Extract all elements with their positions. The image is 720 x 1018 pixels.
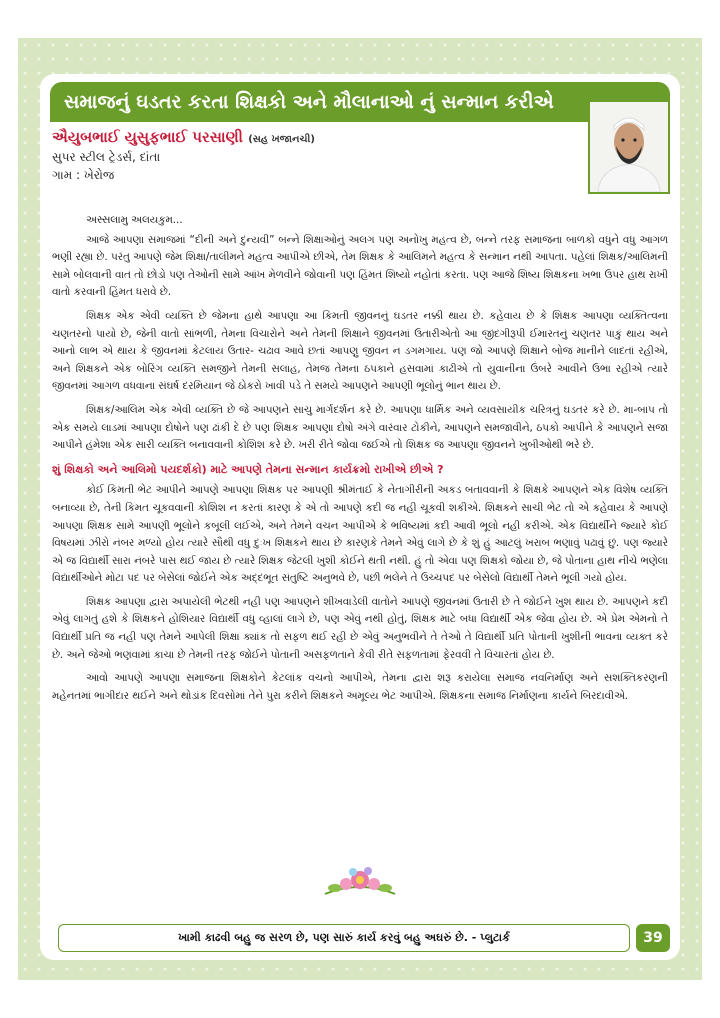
author-village: ગામ : ખેરોજ: [52, 168, 115, 182]
paragraph: શિક્ષક એક એવી વ્યક્તિ છે જેમના હાથે આપણા આ કિમતી જીવનનું ઘડતર નક્કી થાય છે. કહેવાય છે કે શિક્ષક આપણા વ્યક્તિત્વના ચણતરનો પાયો છે, જેની વાતો સાંભળી, તેમના વિચારોને અને તેમની શિક્ષાને જીવનમાં ઉતારીએતો આ જીંદગીરૂપી ઈમારતનું ચણતર પાકું થાય અને આનો લાભ એ થાય કે જીવનમાં કેટલાય ઉતાર- ચઢાવ આવે છતાં આપણુ જીવન ન ડગમગાય. પણ જો આપણે શિક્ષાને બોજ માનીને લાદતાં રહીએ, અને શિક્ષકને એક બોરિંગ વ્યક્તિ સમજીને તેમની સલાહ, તેમજ તેમના ઠપકાને હસવામાં કાઢીએ તો યુવાનીના ઉંબરે આવીને ઉભા રહીએ ત્યારે જીવનમાં આગળ વધવાના સંઘર્ષ દરમિયાન જે ઠોકરો ખાવી પડે તે સમયે આપણને આપણી ભૂલોનું ભાન થાય છે.: [52, 309, 668, 393]
paragraph: આવો આપણે આપણા સમાજના શિક્ષકોને કેટલાંક વચનો આપીએ, તેમના દ્વારા શરૂ કરાયેલા સમાજ નવનિર્માણ અને સશક્તિકરણની મહેનતમાં ભાગીદાર થઈને અને થોડાંક દિવસોમાં તેને પુરા કરીને શિક્ષકને અમૂલ્ય ભેટ આપીએ. શિક્ષકના સમાજ નિર્માણના કાર્યને બિરદાવીએ.: [52, 672, 668, 702]
author-role: (સહ ખજાનચી): [248, 134, 315, 145]
author-name: [52, 128, 315, 146]
subheading: શું શિક્ષકો અને આલિમો પયદર્શકો) માટે આપણે તેમના સન્માન કાર્યક્રમો રાખીએ છીએ ?: [52, 462, 444, 476]
author-photo: [588, 100, 670, 194]
page-number: 39: [636, 924, 670, 952]
paragraph: કોઈ કિમતી ભેટ આપીને આપણે આપણા શિક્ષક પર આપણી શ્રીમંતાઈ કે નેતાગીરીની અકડ બતાવવાની કે શિક્ષકે આપણને એક વિશેષ વ્યક્તિ બનાવ્યા છે, તેની કિમત ચૂકવવાની કોશિશ ન કરતાં કારણ કે એ તો આપણે કદી જ નહી ચૂકવી શકીએ. શિક્ષકને સાચી ભેટ તો એ કહેવાય કે આપણે આપણા શિક્ષક સામે આપણી ભૂલોને કબૂલી લઈએ, અને તેમને વચન આપીએ કે ભવિષ્યમાં કદી આવી ભૂલો નહી કરીએ. એક વિદ્યાર્થીને જ્યારે કોઈ વિષયમાં ઝીરો નંબર મળ્યો હોય ત્યારે સૌથી વધુ દુઃખ શિક્ષકને થાય છે કારણકે તેમને એવું લાગે છે કે શું હું આટલું ખરાબ ભણાવું પઢાવું છું. પણ જ્યારે એ જ વિદ્યાર્થી સારા નંબરે પાસ થઈ જાય છે ત્યારે શિક્ષક જેટલી ખુશી કોઈને થતી નથી. હું તો એવા પણ શિક્ષકો જોયા છે, જે પોતાના હાથ નીચે ભણેલા વિદ્યાર્થીઓને મોટા પદ પર બેસેલાં જોઈને એક અદ્દભૂત સંતુષ્ટિ અનુભવે છે, પછી ભલેને તે ઉચ્ચપદ પર બેસેલો વિદ્યાર્થી તેમને ભૂલી ગયો હોય.: [52, 484, 668, 585]
paragraph: શિક્ષક/આલિમ એક એવી વ્યક્તિ છે જે આપણને સાચુ માર્ગદર્શન કરે છે. આપણા ધાર્મિક અને વ્યવસાયીક ચરિત્રનું ઘડતર કરે છે. મા-બાપ તો એક સમયે લાડમાં આપણા દોષોને પણ ઢાંકી દે છે પણ શિક્ષક આપણા દોષો અંગે વારંવાર ટોકીને, આપણને સમજાવીને, ઠપકો આપીને કે આપણને સજા આપીને હંમેશા એક સારી વ્યક્તિ બનાવવાની કોશિશ કરે છે. ખરી રીતે જોવા જઈએ તો શિક્ષક જ આપણા જીવનને ખુબીઓથી ભરે છે.: [52, 403, 668, 452]
article-title: સમાજનું ઘડતર કરતા શિક્ષકો અને મૌલાનાઓ નું સન્માન કરીએ: [50, 82, 670, 122]
footer-quote: ખામી કાઢવી બહુ જ સરળ છે, પણ સારું કાર્ય કરવું બહુ અઘરું છે. - પ્લુટાર્ક: [58, 924, 630, 952]
flower-icon: [315, 862, 405, 902]
article-body: [52, 212, 668, 711]
greeting: અસ્સલામુ અલયકુમ...: [86, 214, 183, 226]
paragraph: આજે આપણા સમાજમાં “દીની અને દુન્યવી” બન્ને શિક્ષાઓનું અલગ પણ અનોખુ મહત્વ છે, બન્ને તરફ સમાજના બાળકો વધુને વધુ આગળ ભણી રહ્યા છે. પરંતુ આપણે જેમ શિક્ષા/તાલીમને મહત્વ આપીએ છીએ, તેમ શિક્ષક કે આલિમને મહત્વ કે સન્માન નથી આપતા. પહેલાં શિક્ષક/આલિમની સામે બોલવાની વાત તો છોડો પણ તેઓની સામે આંખ મેળવીને જોવાની પણ હિંમત શિષ્યો નહોતાં કરતા. પણ આજે શિષ્ય શિક્ષકના ખભા ઉપર હાથ રાખી વાતો કરવાની હિંમત ધરાવે છે.: [52, 233, 668, 299]
paragraph: શિક્ષક આપણા દ્વારા અપાયેલી ભેટથી નહી પણ આપણને શીખવાડેલી વાતોને આપણે જીવનમાં ઉતારી છે તે જોઈને ખુશ થાય છે. આપણને કદી એવું લાગતું હશે કે શિક્ષકને હોશિયાર વિદ્યાર્થી વધુ વ્હાલાં લાગે છે, પણ એવું નથી હોતું, શિક્ષક માટે બધા વિદ્યાર્થી એક જેવા હોય છે. એ પ્રેમ એમનો તે વિદ્યાર્થી પ્રતિ જ નહી પણ તેમને આપેલી શિક્ષા ક્યાંક તો સફળ થઈ રહી છે એવું અનુભવીને તે તેઓ તે વિદ્યાર્થી પ્રતિ પોતાની ખુશીની ભાવના વ્યક્ત કરે છે. અને જેઓ ભણવામાં કાચા છે તેમની તરફ જોઈને પોતાની અસફળતાને કેવી રીતે સફળતામાં ફેરવવી તે વિચારતાં હોય છે.: [52, 595, 668, 661]
author-business: સુપર સ્ટીલ ટ્રેડર્સ, દાંતા: [52, 150, 161, 164]
author-name-text: ઐયુબભાઈ યુસુફભાઈ પરસાણી: [52, 128, 243, 146]
